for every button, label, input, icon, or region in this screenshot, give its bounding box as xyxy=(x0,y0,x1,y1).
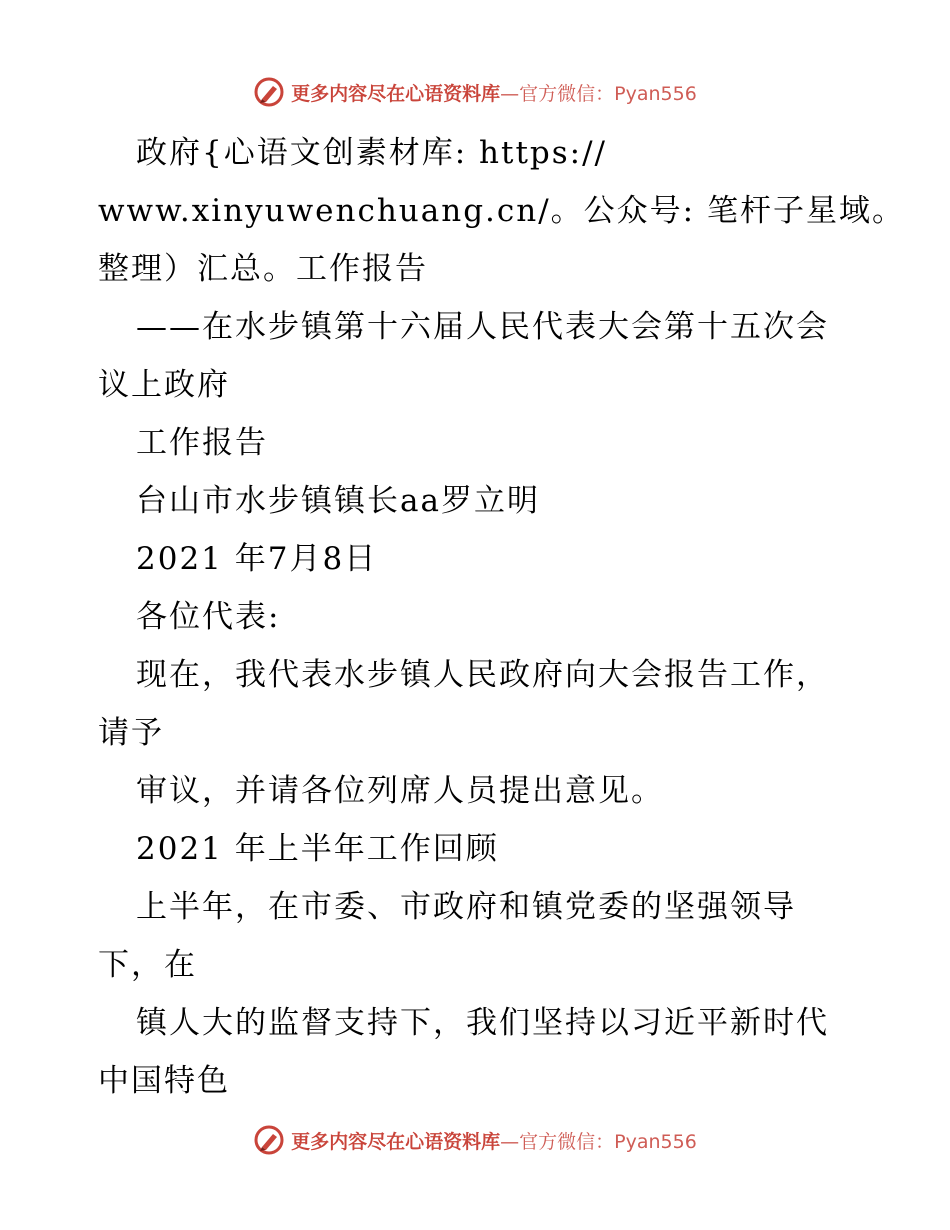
text-line: 镇人大的监督支持下，我们坚持以习近平新时代 xyxy=(136,1005,829,1041)
text-line: 工作报告 xyxy=(136,425,268,461)
pen-logo-icon xyxy=(253,76,285,108)
text-line: ——在水步镇第十六届人民代表大会第十五次会 xyxy=(136,309,829,345)
text-line: 2021 年上半年工作回顾 xyxy=(136,831,499,867)
text-line: 现在，我代表水步镇人民政府向大会报告工作， xyxy=(136,657,829,693)
text-line: 台山市水步镇镇长aa罗立明 xyxy=(136,483,540,519)
text-line: 请予 xyxy=(98,715,164,751)
text-line: 审议，并请各位列席人员提出意见。 xyxy=(136,773,664,809)
text-line: 上半年，在市委、市政府和镇党委的坚强领导 xyxy=(136,889,796,925)
watermark-brand: 更多内容尽在心语资料库 xyxy=(291,82,501,105)
watermark-contact: —官方微信：Pyan556 xyxy=(500,82,697,105)
text-line: 议上政府 xyxy=(98,367,230,403)
text-line: 中国特色 xyxy=(98,1063,230,1099)
watermark-brand: 更多内容尽在心语资料库 xyxy=(291,1130,501,1153)
pen-logo-icon xyxy=(253,1124,285,1156)
text-line: www.xinyuwenchuang.cn/。公众号: 笔杆子星域。 xyxy=(98,193,905,229)
text-line: 各位代表: xyxy=(136,599,281,635)
text-line: 2021 年7月8日 xyxy=(136,541,378,577)
text-line: 整理）汇总。工作报告 xyxy=(98,251,428,287)
text-line: 下，在 xyxy=(98,947,197,983)
watermark-contact: —官方微信：Pyan556 xyxy=(500,1130,697,1153)
text-line: 政府{心语文创素材库: https:// xyxy=(136,135,607,171)
footer-watermark xyxy=(0,1120,950,1160)
header-watermark xyxy=(0,72,950,112)
